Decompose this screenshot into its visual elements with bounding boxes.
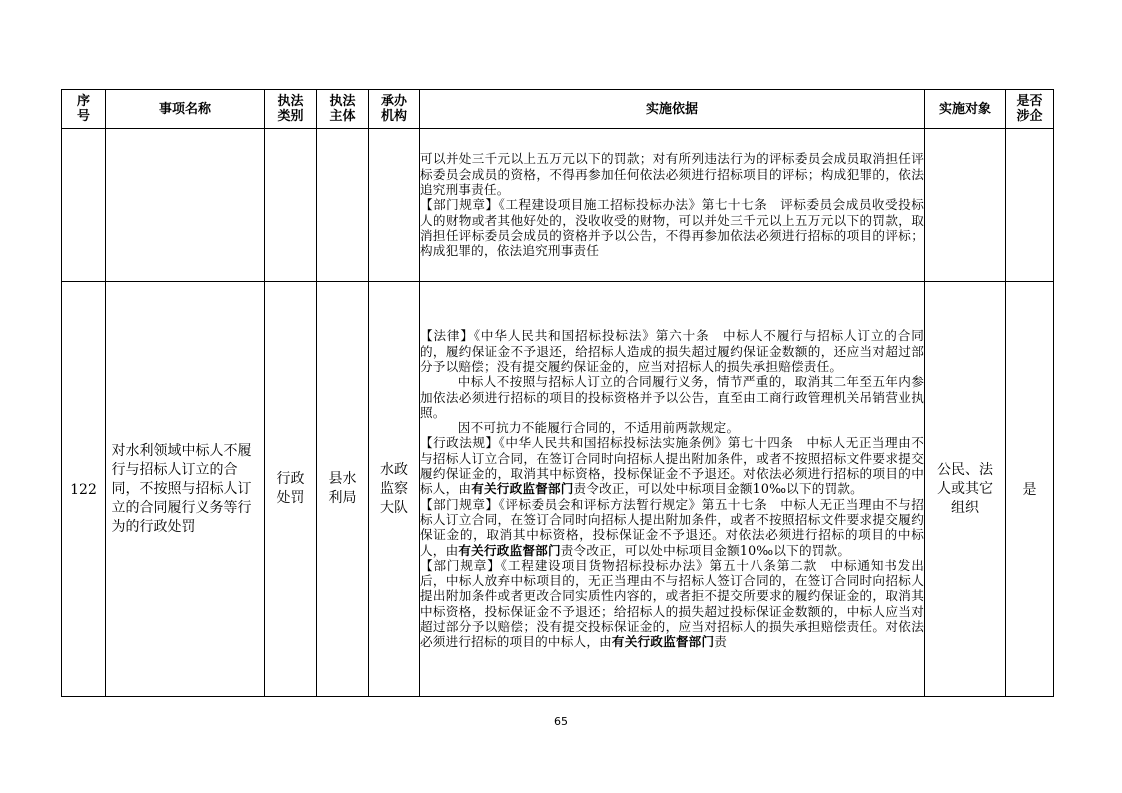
row-category: 行政处罚 xyxy=(265,282,317,697)
basis-cell xyxy=(420,129,925,282)
row-name: 对水利领域中标人不履行与招标人订立的合同，不按照与招标人订立的合同履行义务等行为的行政处罚 xyxy=(106,282,265,697)
row-seq: 122 xyxy=(62,282,106,697)
header-name: 事项名称 xyxy=(106,90,265,129)
basis-paragraph: 【法律】《中华人民共和国招标投标法》第六十条 中标人不履行与招标人订立的合同的，履约保证金不予退还，给招标人造成的损失超过履约保证金数额的，还应当对超过部分予以赔偿；没有提交履约保证金的，应当对招标人的损失承担赔偿责任。 xyxy=(420,328,924,374)
table-row xyxy=(62,129,1054,282)
row-enterprise: 是 xyxy=(1006,282,1054,697)
header-target: 实施对象 xyxy=(925,90,1006,129)
basis-paragraph: 因不可抗力不能履行合同的，不适用前两款规定。 xyxy=(457,420,740,436)
basis-paragraph: 中标人不按照与招标人订立的合同履行义务，情节严重的，取消其二年至五年内参加依法必须进行招标的项目的投标资格并予以公告，直至由工商行政管理机关吊销营业执照。 xyxy=(420,374,924,420)
header-org: 承办机构 xyxy=(369,90,420,129)
header-enterprise: 是否涉企 xyxy=(1006,90,1054,129)
page-number: 65 xyxy=(554,715,568,728)
basis-paragraph: 【部门规章】《评标委员会和评标方法暂行规定》第五十七条 中标人无正当理由不与招标人订立合同，在签订合同时向招标人提出附加条件，或者不按照招标文件要求提交履约保证金的，取消其中标资格，投标保证金不予退还。对依法必须进行招标的项目的中标人，由有关行政监督部门责令改正，可以处中标项目金额10‰以下的罚款。 xyxy=(420,496,924,558)
table-header-row xyxy=(62,90,1054,129)
header-subject: 执法主体 xyxy=(317,90,369,129)
enforcement-table xyxy=(61,89,1054,697)
row-target: 公民、法人或其它组织 xyxy=(925,282,1006,697)
basis-paragraph: 可以并处三千元以上五万元以下的罚款；对有所列违法行为的评标委员会成员取消担任评标委员会成员的资格，不得再参加任何依法必须进行招标项目的评标；构成犯罪的，依法追究刑事责任。 xyxy=(420,151,924,198)
basis-paragraph: 【部门规章】《工程建设项目施工招标投标办法》第七十七条 评标委员会成员收受投标人的财物或者其他好处的，没收收受的财物，可以并处三千元以上五万元以下的罚款，取消担任评标委员会成员的资格并予以公告，不得再参加依法必须进行招标的项目的评标；构成犯罪的，依法追究刑事责任 xyxy=(420,197,924,259)
header-basis: 实施依据 xyxy=(420,90,925,129)
basis-cell xyxy=(420,282,925,697)
row-subject: 县水利局 xyxy=(317,282,369,697)
basis-paragraph: 【部门规章】《工程建设项目货物招标投标办法》第五十八条第二款 中标通知书发出后，中标人放弃中标项目的，无正当理由不与招标人签订合同的，在签订合同时向招标人提出附加条件或者更改合同实质性内容的，或者拒不提交所要求的履约保证金的，取消其中标资格，投标保证金不予退还；给招标人的损失超过投标保证金数额的，中标人应当对超过部分予以赔偿；没有提交投标保证金的，应当对招标人的损失承担赔偿责任。对依法必须进行招标的项目的中标人，由有关行政监督部门责 xyxy=(420,557,924,650)
basis-paragraph: 【行政法规】《中华人民共和国招标投标法实施条例》第七十四条 中标人无正当理由不与招标人订立合同，在签订合同时向招标人提出附加条件，或者不按照招标文件要求提交履约保证金的，取消其中标资格，投标保证金不予退还。对依法必须进行招标的项目的中标人，由有关行政监督部门责令改正，可以处中标项目金额10‰以下的罚款。 xyxy=(420,435,924,497)
table-row xyxy=(62,282,1054,697)
row-org: 水政监察大队 xyxy=(369,282,420,697)
header-seq: 序号 xyxy=(62,90,106,129)
header-category: 执法类别 xyxy=(265,90,317,129)
